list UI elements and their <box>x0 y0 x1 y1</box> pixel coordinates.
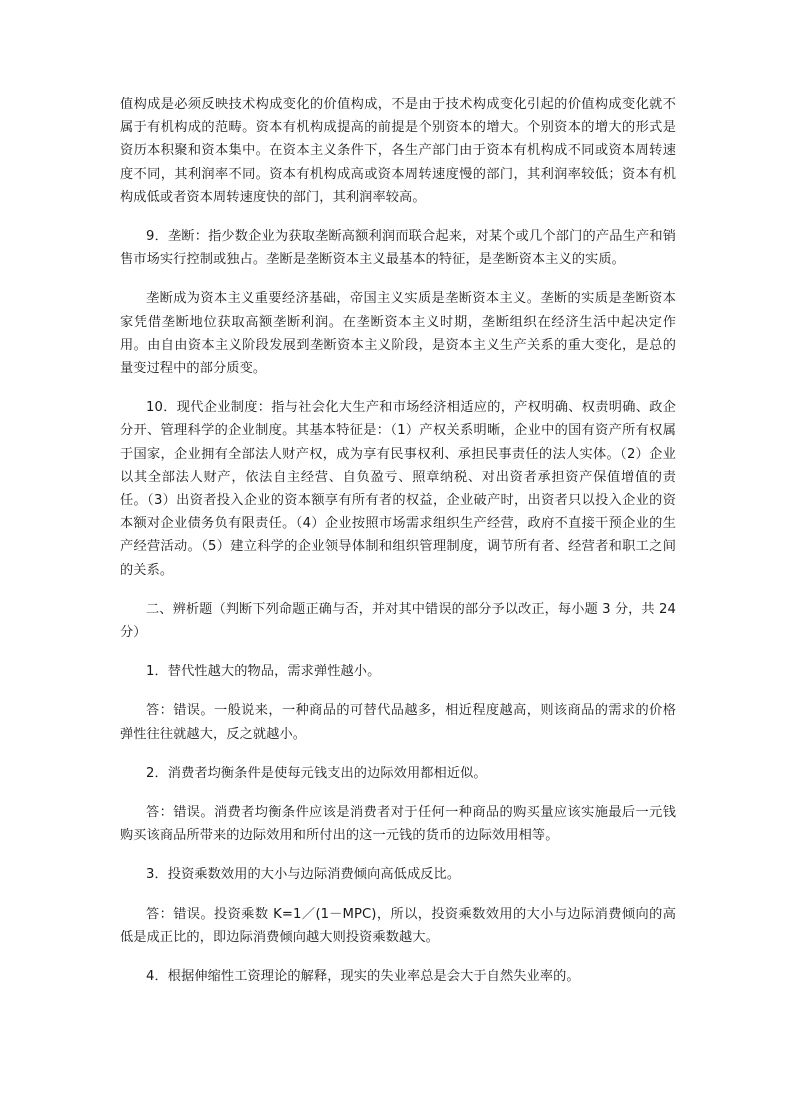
question-3: 3．投资乘数效用的大小与边际消费倾向高低成反比。 <box>146 867 461 883</box>
paragraph-monopoly-essence: 垄断成为资本主义重要经济基础，帝国主义实质是垄断资本主义。垄断的实质是垄断资本家凭借垄断地位获取高额垄断利润。在垄断资本主义时期，垄断组织在经济生活中起决定作用。由自由资本主义阶段发展到垄断资本主义阶段，是资本主义生产关系的重大变化，是总的量变过程中的部分质变。 <box>120 291 676 377</box>
paragraph-modern-enterprise-system: 10．现代企业制度：指与社会化大生产和市场经济相适应的，产权明确、权责明确、政企分开、管理科学的企业制度。其基本特征是：（1）产权关系明晰，企业中的国有资产所有权属于国家，企业拥有全部法人财产权，成为享有民事权利、承担民事责任的法人实体。（2）企业以其全部法人财产，依法自主经营、自负盈亏、照章纳税、对出资者承担资产保值增值的责任。（3）出资者投入企业的资本额享有所有者的权益，企业破产时，出资者只以投入企业的资本额对企业债务负有限责任。（4）企业按照市场需求组织生产经营，政府不直接干预企业的生产经营活动。（5）建立科学的企业领导体制和组织管理制度，调节所有者、经营者和职工之间的关系。 <box>120 400 676 578</box>
answer-2: 答：错误。消费者均衡条件应该是消费者对于任何一种商品的购买量应该实施最后一元钱购买该商品所带来的边际效用和所付出的这一元钱的货币的边际效用相等。 <box>120 805 676 844</box>
question-4: 4．根据伸缩性工资理论的解释，现实的失业率总是会大于自然失业率的。 <box>146 969 580 985</box>
document-page <box>120 93 676 1004</box>
paragraph-organic-composition-continued: 值构成是必须反映技术构成变化的价值构成，不是由于技术构成变化引起的价值构成变化就不属于有机构成的范畴。资本有机构成提高的前提是个别资本的增大。个别资本的增大的形式是资历本积聚和资本集中。在资本主义条件下，各生产部门由于资本有机构成不同或资本周转速度不同，其利润率不同。资本有机构成高或资本周转速度慢的部门，其利润率较低；资本有机构成低或者资本周转速度快的部门，其利润率较高。 <box>120 97 676 205</box>
answer-3: 答：错误。投资乘数 K=1／(1－MPC)，所以，投资乘数效用的大小与边际消费倾向的高低是成正比的，即边际消费倾向越大则投资乘数越大。 <box>120 906 676 945</box>
question-1: 1．替代性越大的物品，需求弹性越小。 <box>146 664 381 680</box>
paragraph-monopoly-definition: 9．垄断：指少数企业为获取垄断高额利润而联合起来，对某个或几个部门的产品生产和销售市场实行控制或独占。垄断是垄断资本主义最基本的特征，是垄断资本主义的实质。 <box>120 229 676 268</box>
answer-1: 答：错误。一般说来，一种商品的可替代品越多，相近程度越高，则该商品的需求的价格弹性往往就越大，反之就越小。 <box>120 703 676 742</box>
section-heading-analysis-questions: 二、辨析题（判断下列命题正确与否，并对其中错误的部分予以改正，每小题 3 分，共 24 分） <box>120 601 676 641</box>
question-2: 2．消费者均衡条件是使每元钱支出的边际效用都相近似。 <box>146 765 487 781</box>
